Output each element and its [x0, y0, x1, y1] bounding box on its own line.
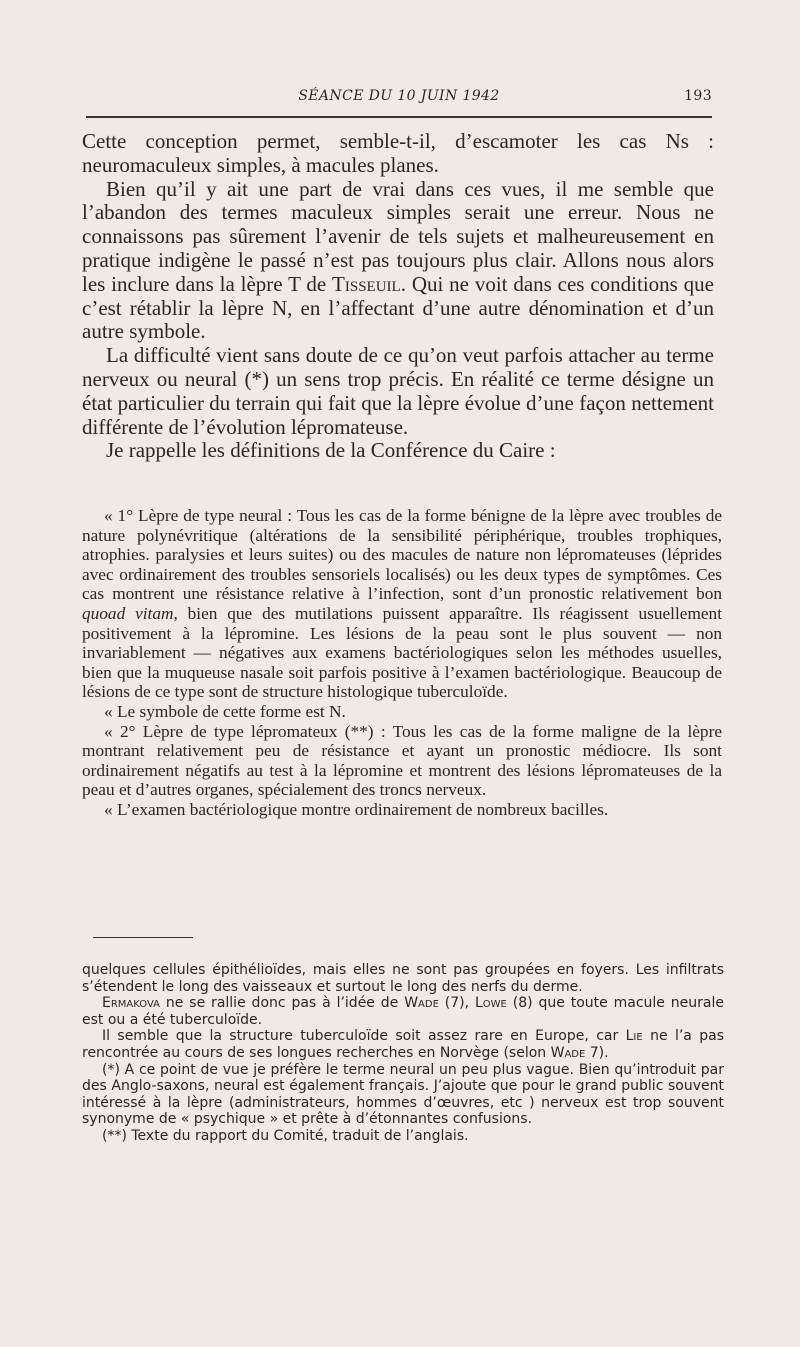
- author-name: Tisseuil: [332, 271, 401, 296]
- quote-paragraph-3: « 2° Lèpre de type lépromateux (**) : Tous les cas de la forme maligne de la lèpre montrant relativement peu de résistance et ayant un pronostic médiocre. Ils sont ordinairement négatifs au test à la lépromine et montrent des lésions lépromateuses de la peau et d’autres organes, spécialement des troncs nerveux.: [82, 721, 722, 800]
- paragraph-2: Bien qu’il y ait une part de vrai dans ces vues, il me semble que l’abandon des termes maculeux simples serait une erreur. Nous ne connaissons pas sûrement l’avenir de tels sujets et malheureusement en pratique indigène le passé n’est pas toujours plus clair. Allons nous alors les inclure dans la lèpre T de Tisseuil. Qui ne voit dans ces conditions que c’est rétablir la lèpre N, en l’affectant d’une autre dénomination et d’un autre symbole.: [82, 176, 714, 344]
- latin-phrase: quoad vitam: [82, 603, 174, 623]
- footnote-double-star: (**) Texte du rapport du Comité, traduit de l’anglais.: [102, 1127, 469, 1144]
- note-ermakova: Ermakova ne se rallie donc pas à l’idée de Wade (7), Lowe (8) que toute macule neurale est ou a été tuberculoïde.: [82, 995, 724, 1028]
- note-continuation: quelques cellules épithélioïdes, mais elles ne sont pas groupées en foyers. Les infiltrats s’étendent le long des vaisseaux et surtout le long des nerfs du derme.: [82, 962, 724, 995]
- quote-paragraph-2: « Le symbole de cette forme est N.: [104, 701, 346, 721]
- quote-paragraph-1: « 1° Lèpre de type neural : Tous les cas de la forme bénigne de la lèpre avec troubles de nature polynévritique (altérations de la sensibilité périphérique, troubles trophiques, atrophies. paralysies et leurs suites) ou des macules de nature non lépromateuses (léprides avec ordinairement des troubles sensoriels localisés) ou les deux types de symptômes. Ces cas montrent une résistance relative à l’infection, sont d’un pronostic relativement bon quoad vitam, bien que des mutilations puissent apparaître. Ils réagissent usuellement positivement à la lépromine. Les lésions de la peau sont le plus souvent — non invariablement — négatives aux examens bactériologiques selon les méthodes usuelles, bien que la muqueuse nasale soit parfois positive à l’examen bactériologique. Beaucoup de lésions de ce type sont de structure histologique tuberculoïde.: [82, 506, 722, 702]
- paragraph-3: La difficulté vient sans doute de ce qu’on veut parfois attacher au terme nerveux ou neural (*) un sens trop précis. En réalité ce terme désigne un état particulier du terrain qui fait que la lèpre évolue d’une façon nettement différente de l’évolution lépromateuse.: [82, 343, 714, 439]
- running-title: SÉANCE DU 10 JUIN 1942: [298, 88, 500, 104]
- footnote-rule: [93, 937, 193, 938]
- paragraph-1: Cette conception permet, semble-t-il, d’escamoter les cas Ns : neuromaculeux simples, à macules planes.: [82, 129, 714, 177]
- paragraph-4: Je rappelle les définitions de la Conférence du Caire :: [106, 438, 556, 463]
- quoted-definitions: [82, 506, 722, 820]
- footnote-star: (*) A ce point de vue je préfère le terme neural un peu plus vague. Bien qu’introduit par des Anglo-saxons, neural est également français. J’ajoute que pour le grand public souvent intéressé à la lèpre (administrateurs, hommes d’œuvres, etc ) nerveux est trop souvent synonyme de « psychique » et prête à d’étonnantes confusions.: [82, 1061, 724, 1128]
- page-number: 193: [684, 88, 712, 104]
- main-text: [82, 130, 714, 463]
- quote-paragraph-4: « L’examen bactériologique montre ordinairement de nombreux bacilles.: [104, 799, 609, 819]
- footnotes: [82, 962, 724, 1145]
- note-europe: Il semble que la structure tuberculoïde soit assez rare en Europe, car Lie ne l’a pas rencontrée au cours de ses longues recherches en Norvège (selon Wade 7).: [82, 1028, 725, 1061]
- header-rule: [86, 116, 712, 118]
